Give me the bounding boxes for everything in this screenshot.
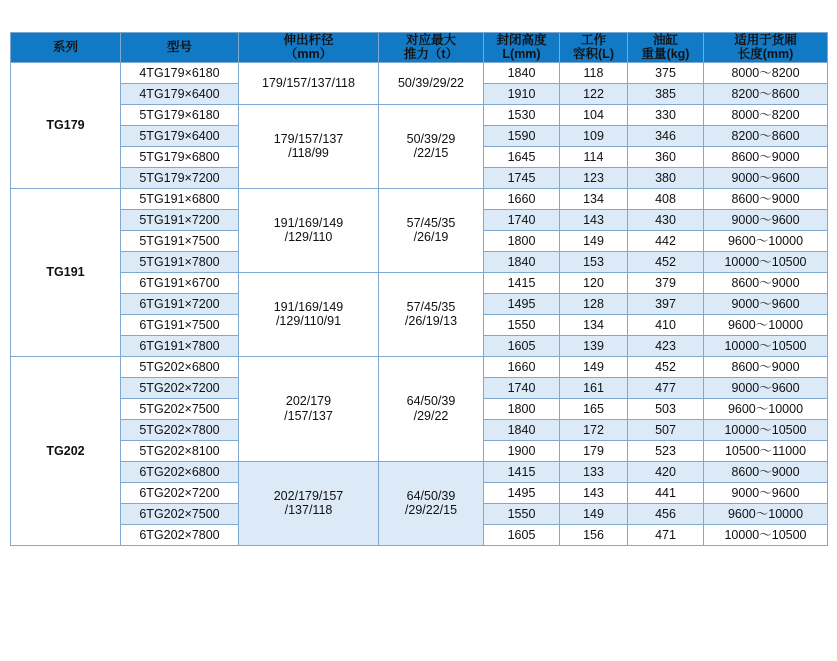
- max-thrust-cell: [379, 104, 484, 188]
- header-row: [11, 33, 828, 63]
- column-header-line: 伸出杆径: [283, 33, 334, 47]
- cylinder-weight-cell: 397: [628, 293, 704, 314]
- working-volume-cell: 128: [560, 293, 628, 314]
- cylinder-weight-cell: 523: [628, 440, 704, 461]
- column-header-line: 容积(L): [573, 47, 614, 62]
- working-volume-cell: 149: [560, 230, 628, 251]
- model-cell: 5TG202×7500: [121, 398, 239, 419]
- cylinder-weight-cell: 441: [628, 482, 704, 503]
- cylinder-weight-cell: 452: [628, 251, 704, 272]
- working-volume-cell: 153: [560, 251, 628, 272]
- cargo-length-cell: 9600～10000: [704, 503, 828, 524]
- working-volume-cell: 172: [560, 419, 628, 440]
- table-body: [11, 62, 828, 545]
- cylinder-weight-cell: 507: [628, 419, 704, 440]
- model-cell: 5TG191×7200: [121, 209, 239, 230]
- column-header-closed-height: [484, 33, 560, 63]
- closed-height-cell: 1800: [484, 230, 560, 251]
- table-row: [11, 461, 828, 482]
- closed-height-cell: 1590: [484, 125, 560, 146]
- model-cell: 6TG191×7500: [121, 314, 239, 335]
- working-volume-cell: 114: [560, 146, 628, 167]
- closed-height-cell: 1550: [484, 503, 560, 524]
- working-volume-cell: 149: [560, 503, 628, 524]
- cargo-length-cell: 10000～10500: [704, 251, 828, 272]
- working-volume-cell: 179: [560, 440, 628, 461]
- model-cell: 5TG179×6400: [121, 125, 239, 146]
- closed-height-cell: 1495: [484, 482, 560, 503]
- working-volume-cell: 118: [560, 62, 628, 83]
- cargo-length-cell: 8000～8200: [704, 62, 828, 83]
- rod-diameter-line: 202/179: [285, 394, 332, 409]
- working-volume-cell: 134: [560, 314, 628, 335]
- max-thrust-line: /29/22/15: [404, 503, 458, 518]
- model-cell: 4TG179×6400: [121, 83, 239, 104]
- max-thrust-line: 57/45/35: [406, 215, 456, 230]
- working-volume-cell: 139: [560, 335, 628, 356]
- rod-diameter-cell: [239, 272, 379, 356]
- column-header-line: 封闭高度: [496, 33, 547, 47]
- closed-height-cell: 1415: [484, 272, 560, 293]
- max-thrust-cell: [379, 356, 484, 461]
- working-volume-cell: 143: [560, 209, 628, 230]
- working-volume-cell: 109: [560, 125, 628, 146]
- closed-height-cell: 1840: [484, 62, 560, 83]
- rod-diameter-line: 191/169/149: [273, 299, 344, 314]
- column-header-line: 油缸: [652, 33, 678, 47]
- model-cell: 5TG179×6180: [121, 104, 239, 125]
- working-volume-cell: 123: [560, 167, 628, 188]
- cargo-length-cell: 8000～8200: [704, 104, 828, 125]
- working-volume-cell: 120: [560, 272, 628, 293]
- cargo-length-cell: 9600～10000: [704, 314, 828, 335]
- max-thrust-cell: [379, 461, 484, 545]
- cargo-length-cell: 9000～9600: [704, 209, 828, 230]
- cylinder-weight-cell: 423: [628, 335, 704, 356]
- model-cell: 5TG202×6800: [121, 356, 239, 377]
- working-volume-cell: 149: [560, 356, 628, 377]
- rod-diameter-cell: [239, 62, 379, 104]
- column-header-cargo-length: [704, 33, 828, 63]
- model-cell: 6TG191×7200: [121, 293, 239, 314]
- model-cell: 5TG191×6800: [121, 188, 239, 209]
- model-cell: 5TG191×7500: [121, 230, 239, 251]
- model-cell: 6TG202×7200: [121, 482, 239, 503]
- cargo-length-cell: 9000～9600: [704, 482, 828, 503]
- cylinder-weight-cell: 375: [628, 62, 704, 83]
- working-volume-cell: 134: [560, 188, 628, 209]
- column-header-weight: [628, 33, 704, 63]
- cylinder-weight-cell: 360: [628, 146, 704, 167]
- closed-height-cell: 1645: [484, 146, 560, 167]
- column-header-volume: [560, 33, 628, 63]
- column-header-rod: [239, 33, 379, 63]
- max-thrust-line: /26/19/13: [404, 314, 458, 329]
- closed-height-cell: 1415: [484, 461, 560, 482]
- max-thrust-line: /29/22: [413, 408, 449, 423]
- model-cell: 5TG191×7800: [121, 251, 239, 272]
- cargo-length-cell: 8600～9000: [704, 146, 828, 167]
- cargo-length-cell: 10000～10500: [704, 524, 828, 545]
- closed-height-cell: 1800: [484, 398, 560, 419]
- working-volume-cell: 104: [560, 104, 628, 125]
- column-header-line: 工作: [580, 33, 606, 47]
- cargo-length-cell: 8200～8600: [704, 83, 828, 104]
- rod-diameter-line: 179/157/137: [273, 131, 344, 146]
- max-thrust-line: 50/39/29: [406, 131, 456, 146]
- closed-height-cell: 1740: [484, 377, 560, 398]
- series-cell: TG179: [11, 62, 121, 188]
- model-cell: 6TG191×7800: [121, 335, 239, 356]
- cylinder-spec-table: [10, 32, 828, 546]
- table-header: [11, 33, 828, 63]
- working-volume-cell: 165: [560, 398, 628, 419]
- column-header-line: 长度(mm): [737, 47, 794, 62]
- rod-diameter-line: 191/169/149: [273, 215, 344, 230]
- model-cell: 5TG179×7200: [121, 167, 239, 188]
- series-cell: TG202: [11, 356, 121, 545]
- column-header-line: L(mm): [502, 47, 541, 62]
- max-thrust-line: /22/15: [413, 146, 449, 161]
- table-row: [11, 62, 828, 83]
- cargo-length-cell: 10500～11000: [704, 440, 828, 461]
- column-header-line: 对应最大: [405, 33, 456, 47]
- table-row: [11, 356, 828, 377]
- max-thrust-cell: [379, 62, 484, 104]
- closed-height-cell: 1660: [484, 356, 560, 377]
- cargo-length-cell: 8600～9000: [704, 356, 828, 377]
- cylinder-weight-cell: 456: [628, 503, 704, 524]
- cargo-length-cell: 8200～8600: [704, 125, 828, 146]
- cylinder-weight-cell: 408: [628, 188, 704, 209]
- model-cell: 5TG202×7800: [121, 419, 239, 440]
- cylinder-weight-cell: 442: [628, 230, 704, 251]
- closed-height-cell: 1900: [484, 440, 560, 461]
- closed-height-cell: 1840: [484, 251, 560, 272]
- column-header-thrust: [379, 33, 484, 63]
- column-header-line: （mm）: [284, 47, 333, 62]
- cargo-length-cell: 9600～10000: [704, 230, 828, 251]
- rod-diameter-line: /157/137: [284, 408, 333, 423]
- column-header-series: [11, 33, 121, 63]
- max-thrust-line: 64/50/39: [406, 394, 456, 409]
- model-cell: 4TG179×6180: [121, 62, 239, 83]
- max-thrust-line: 64/50/39: [406, 488, 456, 503]
- closed-height-cell: 1660: [484, 188, 560, 209]
- max-thrust-cell: [379, 188, 484, 272]
- max-thrust-line: /26/19: [413, 230, 449, 245]
- column-header-line: 型号: [166, 40, 192, 55]
- cargo-length-cell: 8600～9000: [704, 188, 828, 209]
- cylinder-weight-cell: 346: [628, 125, 704, 146]
- model-cell: 6TG202×6800: [121, 461, 239, 482]
- model-cell: 6TG191×6700: [121, 272, 239, 293]
- closed-height-cell: 1910: [484, 83, 560, 104]
- working-volume-cell: 161: [560, 377, 628, 398]
- cargo-length-cell: 9000～9600: [704, 167, 828, 188]
- closed-height-cell: 1740: [484, 209, 560, 230]
- rod-diameter-line: 202/179/157: [273, 488, 344, 503]
- cargo-length-cell: 9000～9600: [704, 377, 828, 398]
- table-row: [11, 104, 828, 125]
- cylinder-weight-cell: 420: [628, 461, 704, 482]
- rod-diameter-line: 179/157/137/118: [262, 76, 355, 91]
- table-row: [11, 272, 828, 293]
- table-row: [11, 188, 828, 209]
- cargo-length-cell: 10000～10500: [704, 419, 828, 440]
- cylinder-weight-cell: 330: [628, 104, 704, 125]
- model-cell: 6TG202×7500: [121, 503, 239, 524]
- cylinder-weight-cell: 477: [628, 377, 704, 398]
- rod-diameter-cell: [239, 356, 379, 461]
- rod-diameter-cell: [239, 461, 379, 545]
- cargo-length-cell: 8600～9000: [704, 272, 828, 293]
- cylinder-weight-cell: 471: [628, 524, 704, 545]
- series-cell: TG191: [11, 188, 121, 356]
- closed-height-cell: 1745: [484, 167, 560, 188]
- cylinder-weight-cell: 410: [628, 314, 704, 335]
- cylinder-weight-cell: 380: [628, 167, 704, 188]
- cylinder-weight-cell: 430: [628, 209, 704, 230]
- closed-height-cell: 1530: [484, 104, 560, 125]
- cargo-length-cell: 9000～9600: [704, 293, 828, 314]
- max-thrust-line: 50/39/29/22: [397, 76, 465, 91]
- column-header-model: [121, 33, 239, 63]
- working-volume-cell: 122: [560, 83, 628, 104]
- working-volume-cell: 133: [560, 461, 628, 482]
- cargo-length-cell: 8600～9000: [704, 461, 828, 482]
- model-cell: 6TG202×7800: [121, 524, 239, 545]
- rod-diameter-line: /118/99: [288, 146, 329, 161]
- rod-diameter-line: /129/110: [284, 230, 333, 245]
- cylinder-weight-cell: 379: [628, 272, 704, 293]
- rod-diameter-line: /129/110/91: [275, 314, 342, 329]
- max-thrust-line: 57/45/35: [406, 299, 456, 314]
- cargo-length-cell: 9600～10000: [704, 398, 828, 419]
- cylinder-weight-cell: 385: [628, 83, 704, 104]
- max-thrust-cell: [379, 272, 484, 356]
- column-header-line: 系列: [52, 40, 78, 55]
- model-cell: 5TG202×7200: [121, 377, 239, 398]
- cylinder-weight-cell: 452: [628, 356, 704, 377]
- column-header-line: 适用于货厢: [734, 33, 797, 47]
- column-header-line: 重量(kg): [641, 47, 690, 62]
- closed-height-cell: 1605: [484, 335, 560, 356]
- cargo-length-cell: 10000～10500: [704, 335, 828, 356]
- column-header-line: 推力（t）: [403, 47, 459, 62]
- closed-height-cell: 1495: [484, 293, 560, 314]
- closed-height-cell: 1605: [484, 524, 560, 545]
- model-cell: 5TG202×8100: [121, 440, 239, 461]
- rod-diameter-cell: [239, 104, 379, 188]
- closed-height-cell: 1840: [484, 419, 560, 440]
- rod-diameter-cell: [239, 188, 379, 272]
- rod-diameter-line: /137/118: [284, 503, 333, 518]
- working-volume-cell: 143: [560, 482, 628, 503]
- model-cell: 5TG179×6800: [121, 146, 239, 167]
- cylinder-weight-cell: 503: [628, 398, 704, 419]
- working-volume-cell: 156: [560, 524, 628, 545]
- closed-height-cell: 1550: [484, 314, 560, 335]
